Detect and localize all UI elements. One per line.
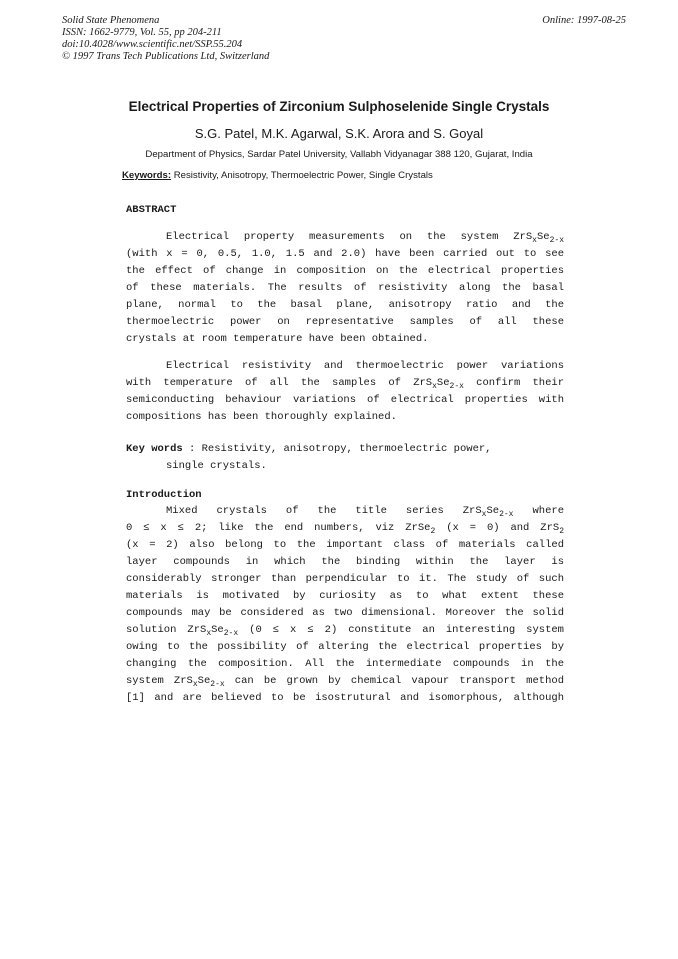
key-words-block — [126, 441, 491, 475]
copyright-line: © 1997 Trans Tech Publications Ltd, Switzerland — [62, 51, 270, 62]
abstract-paragraph-2 — [126, 358, 564, 426]
text-line: thermoelectric power on representative samples of all these — [126, 316, 564, 328]
text-line: with temperature of all the samples of $ZrS_xSe_{2-x}$ confirm their — [126, 377, 564, 391]
introduction-paragraph — [126, 503, 564, 707]
online-date: Online: 1997-08-25 — [542, 15, 626, 26]
abstract-heading: ABSTRACT — [126, 204, 177, 216]
key-words-text: : Resistivity, anisotropy, thermoelectric power, — [182, 443, 492, 455]
journal-name: Solid State Phenomena — [62, 15, 160, 26]
affiliation: Department of Physics, Sardar Patel University, Vallabh Vidyanagar 388 120, Gujarat, India — [145, 149, 533, 160]
text-line: compositions has been thoroughly explained. — [126, 411, 397, 423]
text-line: crystals at room temperature have been obtained. — [126, 333, 429, 345]
issn-line: ISSN: 1662-9779, Vol. 55, pp 204-211 — [62, 27, 222, 38]
text-line: changing the composition. All the intermediate compounds in the — [126, 658, 564, 670]
abstract-paragraph-1 — [126, 229, 564, 348]
text-line: Electrical property measurements on the system $ZrS_xSe_{2-x}$ — [166, 231, 564, 245]
text-line: compounds may be considered as two dimensional. Moreover the solid — [126, 607, 564, 619]
text-line: solution $ZrS_xSe_{2-x}$ (0 ≤ x ≤ 2) constitute an interesting system — [126, 624, 564, 638]
keywords-line — [122, 170, 433, 181]
text-line: semiconducting behaviour variations of electrical properties with — [126, 394, 564, 406]
text-line: plane, normal to the basal plane, anisotropy ratio and the — [126, 299, 564, 311]
text-line: materials is motivated by curiosity as to what extent these — [126, 590, 564, 602]
text-line: owing to the possibility of altering the electrical properties by — [126, 641, 564, 653]
journal-info — [62, 15, 269, 63]
author-list: S.G. Patel, M.K. Agarwal, S.K. Arora and S. Goyal — [194, 126, 484, 141]
text-line: (with x = 0, 0.5, 1.0, 1.5 and 2.0) have been carried out to see — [126, 248, 564, 260]
doi-line: doi:10.4028/www.scientific.net/SSP.55.204 — [62, 39, 243, 50]
text-line: system $ZrS_xSe_{2-x}$ can be grown by chemical vapour transport method — [126, 675, 564, 689]
key-words-label: Key words — [126, 443, 183, 455]
text-line: [1] and are believed to be isostrutural and isomorphous, although — [126, 692, 564, 704]
text-line: of these materials. The results of resistivity along the basal — [126, 282, 564, 294]
paper-title: Electrical Properties of Zirconium Sulphoselenide Single Crystals — [128, 99, 550, 114]
keywords-label: Keywords: — [122, 170, 172, 181]
text-line: layer compounds in which the binding within the layer is — [126, 556, 564, 568]
text-line: considerably stronger than perpendicular to it. The study of such — [126, 573, 564, 585]
text-line: (x = 2) also belong to the important class of materials called — [126, 539, 564, 551]
key-words-text-cont: single crystals. — [166, 460, 267, 472]
text-line: Mixed crystals of the title series $ZrS_xSe_{2-x}$ where — [166, 505, 564, 519]
text-line: the effect of change in composition on the electrical properties — [126, 265, 564, 277]
introduction-heading: Introduction — [126, 489, 202, 501]
text-line: Electrical resistivity and thermoelectric power variations — [166, 360, 564, 372]
keywords-text: Resistivity, Anisotropy, Thermoelectric Power, Single Crystals — [171, 170, 433, 181]
text-line: 0 ≤ x ≤ 2; like the end numbers, viz ZrSe$_2$ (x = 0) and ZrS$_2$ — [126, 522, 564, 536]
